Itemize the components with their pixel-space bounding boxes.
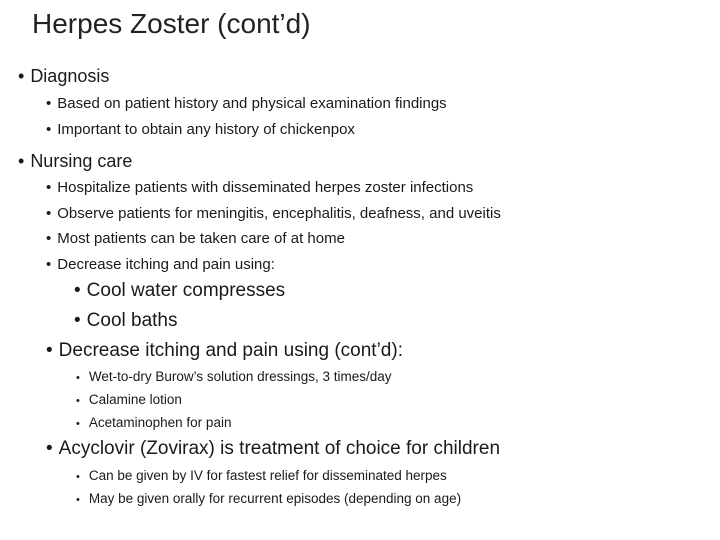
acyclovir-item	[76, 491, 461, 506]
diagnosis-item-text: Important to obtain any history of chickenpox	[57, 121, 355, 138]
slide-title: Herpes Zoster (cont’d)	[32, 8, 311, 39]
bullet-icon: •	[74, 310, 81, 331]
nursing-care-item-text: Decrease itching and pain using:	[57, 256, 275, 273]
decrease-cont-item-text: Wet-to-dry Burow’s solution dressings, 3 times/day	[88, 369, 392, 384]
bullet-icon: •	[46, 230, 52, 247]
acyclovir-heading	[46, 438, 500, 460]
decrease-cont-heading-text: Decrease itching and pain using (cont’d):	[58, 340, 403, 361]
decrease-cont-heading	[46, 340, 403, 362]
bullet-icon: •	[46, 340, 53, 361]
decrease-item	[74, 280, 285, 302]
bullet-icon: •	[76, 372, 80, 384]
acyclovir-item-text: Can be given by IV for fastest relief for disseminated herpes	[88, 468, 447, 483]
bullet-icon: •	[76, 395, 80, 407]
diagnosis-item	[46, 121, 355, 138]
nursing-care-item	[46, 256, 275, 273]
bullet-icon: •	[46, 179, 52, 196]
decrease-cont-item	[76, 369, 391, 384]
bullet-icon: •	[18, 151, 25, 171]
bullet-icon: •	[46, 121, 52, 138]
diagnosis-heading-text: Diagnosis	[30, 66, 110, 86]
acyclovir-item	[76, 468, 447, 483]
decrease-cont-item	[76, 392, 182, 407]
bullet-icon: •	[18, 66, 25, 86]
nursing-care-heading	[18, 151, 132, 172]
bullet-icon: •	[46, 438, 53, 459]
bullet-icon: •	[76, 418, 80, 430]
bullet-icon: •	[76, 494, 80, 506]
nursing-care-item	[46, 230, 345, 247]
decrease-cont-item-text: Calamine lotion	[88, 392, 182, 407]
nursing-care-item	[46, 179, 473, 196]
bullet-icon: •	[46, 95, 52, 112]
bullet-icon: •	[46, 205, 52, 222]
nursing-care-item-text: Hospitalize patients with disseminated herpes zoster infections	[57, 179, 474, 196]
diagnosis-item-text: Based on patient history and physical examination findings	[57, 95, 447, 112]
diagnosis-heading	[18, 66, 109, 87]
nursing-care-item-text: Most patients can be taken care of at home	[57, 230, 345, 247]
nursing-care-heading-text: Nursing care	[30, 151, 133, 171]
bullet-icon: •	[46, 256, 52, 273]
decrease-cont-item-text: Acetaminophen for pain	[88, 415, 232, 430]
nursing-care-item	[46, 205, 501, 222]
bullet-icon: •	[74, 280, 81, 301]
decrease-item-text: Cool baths	[86, 310, 178, 331]
decrease-item	[74, 310, 178, 332]
diagnosis-item	[46, 95, 447, 112]
decrease-cont-item	[76, 415, 231, 430]
bullet-icon: •	[76, 471, 80, 483]
decrease-item-text: Cool water compresses	[86, 280, 286, 301]
acyclovir-heading-text: Acyclovir (Zovirax) is treatment of choice for children	[58, 438, 501, 459]
acyclovir-item-text: May be given orally for recurrent episodes (depending on age)	[88, 491, 462, 506]
nursing-care-item-text: Observe patients for meningitis, encephalitis, deafness, and uveitis	[57, 205, 501, 222]
